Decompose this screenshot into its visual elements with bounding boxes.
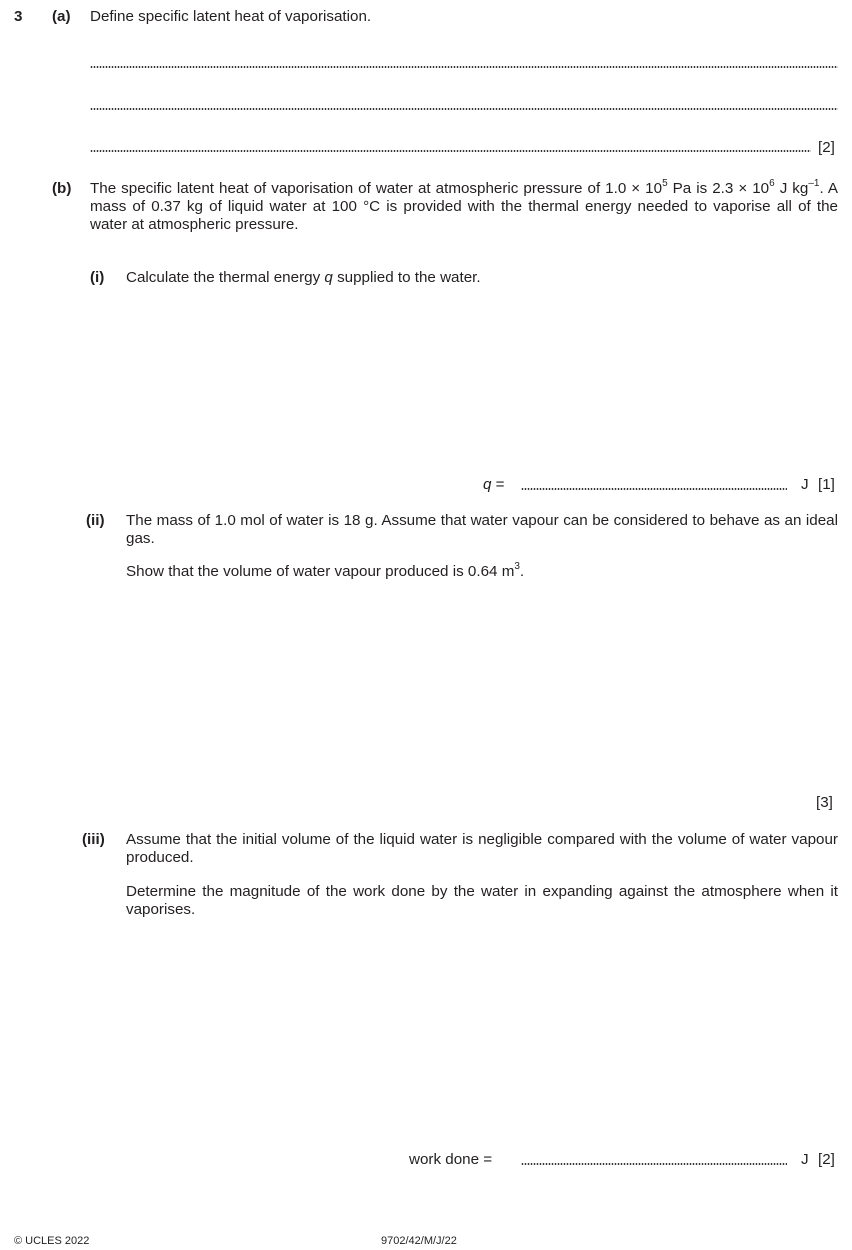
answer-field-work-done[interactable] xyxy=(521,1163,787,1165)
part-b-i-prompt: Calculate the thermal energy q supplied to the water. xyxy=(126,269,481,286)
unit-work-done: J xyxy=(801,1151,809,1168)
part-b-iii-label: (iii) xyxy=(82,831,105,848)
part-a-label: (a) xyxy=(52,8,71,25)
footer-paper-code: 9702/42/M/J/22 xyxy=(381,1235,457,1247)
part-b-iii-determine: Determine the magnitude of the work done by the water in expanding against the atmosphere when it vaporises. xyxy=(126,883,838,918)
answer-field-q[interactable] xyxy=(521,488,787,490)
part-b-ii-mark: [3] xyxy=(816,794,833,811)
part-b-label: (b) xyxy=(52,180,72,197)
part-b-ii-show: Show that the volume of water vapour produced is 0.64 $m^3$. xyxy=(126,560,525,580)
part-a-prompt: Define specific latent heat of vaporisation. xyxy=(90,8,372,25)
part-b-intro: The specific latent heat of vaporisation of water at atmospheric pressure of $1.0 \times 10^5$ Pa is $2.3 \times 10^6$ J $kg^{-1}$. A mass of 0.37 kg of liquid water at 100 °C is provided with the thermal energy needed to vaporise all of the water at atmospheric pressure. xyxy=(90,177,839,233)
answer-line-a-2[interactable] xyxy=(90,108,838,110)
answer-line-a-3[interactable] xyxy=(90,150,811,152)
part-b-ii-prompt: The mass of 1.0 mol of water is 18 g. Assume that water vapour can be considered to behave as an ideal gas. xyxy=(126,512,838,547)
answer-line-a-1[interactable] xyxy=(90,66,838,68)
part-b-ii-label: (ii) xyxy=(86,512,105,529)
answer-label-q: q = xyxy=(483,476,505,493)
part-a-mark: [2] xyxy=(818,139,835,156)
part-b-i-mark: [1] xyxy=(818,476,835,493)
part-b-iii-mark: [2] xyxy=(818,1151,835,1168)
footer-copyright: © UCLES 2022 xyxy=(14,1235,90,1247)
unit-q: J xyxy=(801,476,809,493)
question-number: 3 xyxy=(14,8,23,25)
part-b-iii-prompt: Assume that the initial volume of the liquid water is negligible compared with the volume of water vapour produced. xyxy=(126,831,838,866)
answer-label-work-done: work done = xyxy=(409,1151,493,1168)
part-b-i-label: (i) xyxy=(90,269,105,286)
